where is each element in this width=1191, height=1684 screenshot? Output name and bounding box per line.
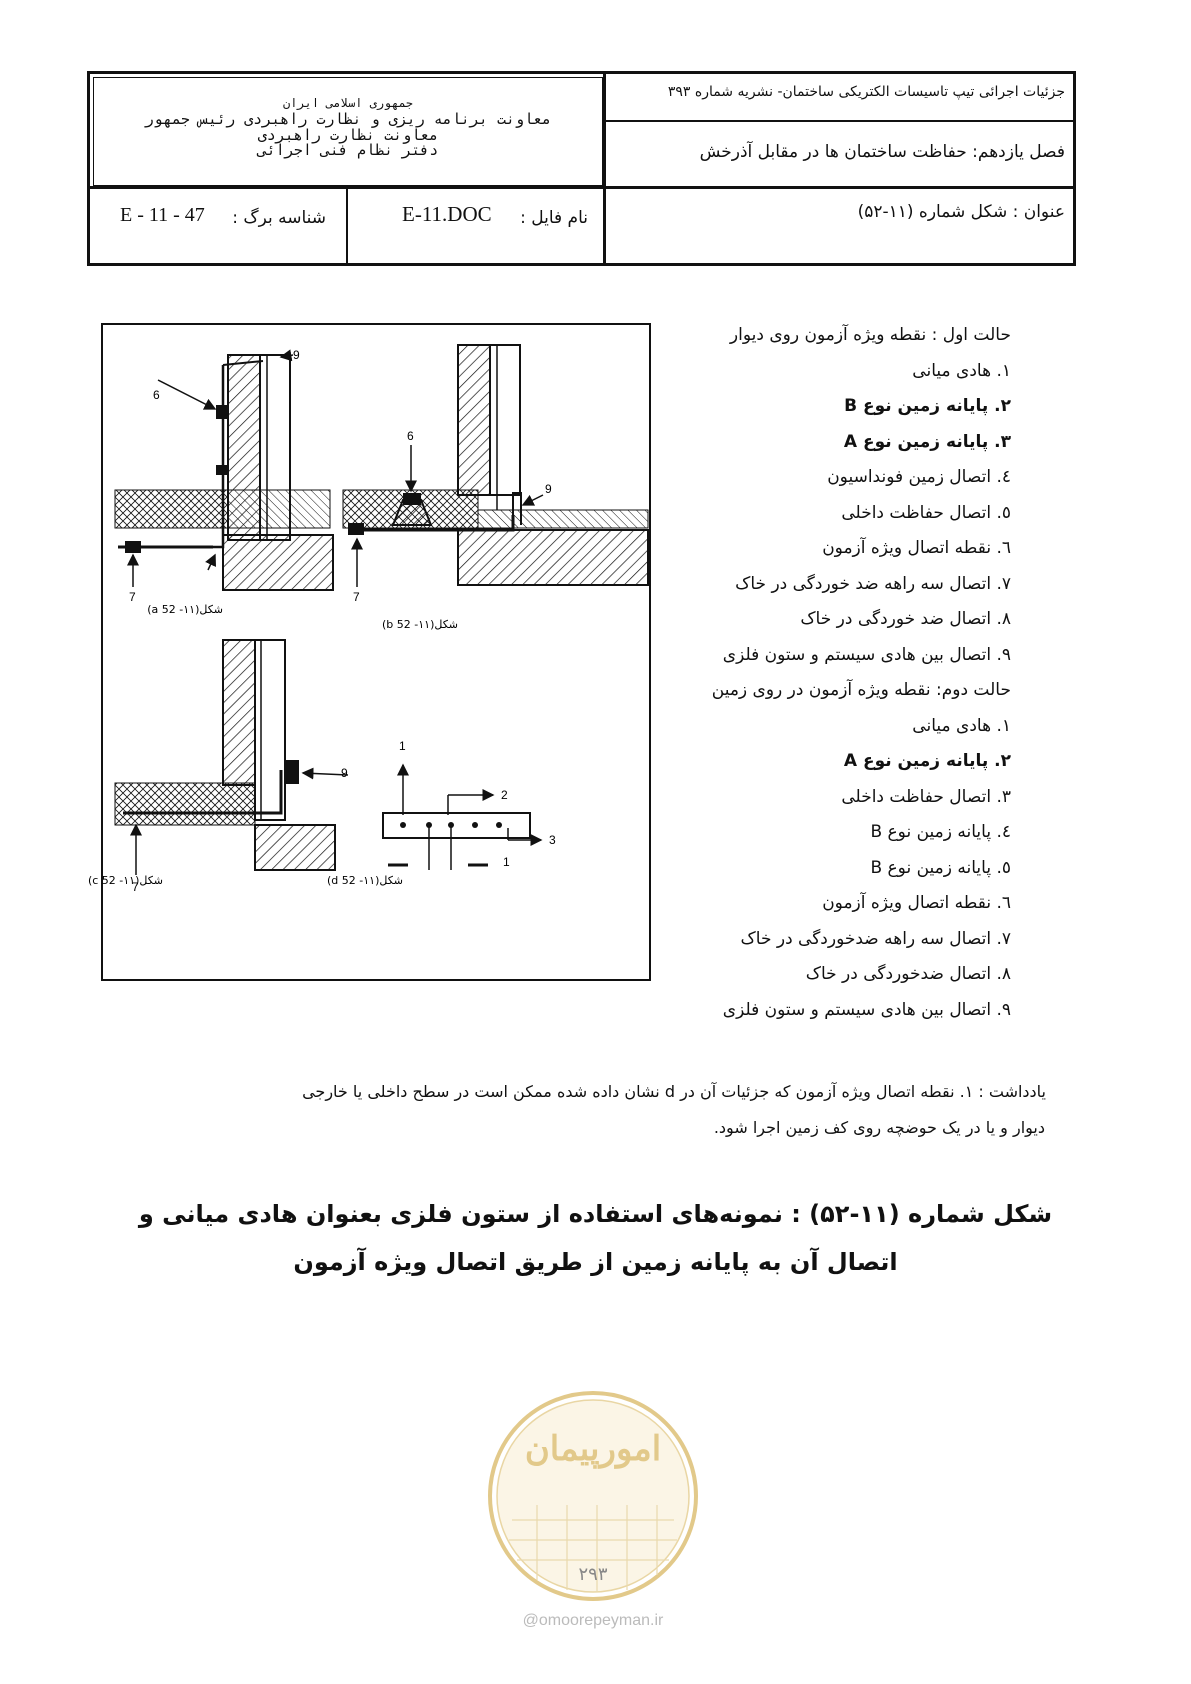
figure-title: عنوان : شکل شماره (۱۱-۵۲) [857,202,1065,222]
callout-9c: 9 [341,766,348,780]
legend-list [571,318,1011,1028]
sheet-id-value: E - 11 - 47 [120,204,205,226]
case1-item-1: ۱. هادی میانی [912,360,1011,381]
caption-52a: شکل(۱۱- a 52) [147,603,223,616]
case1-item-5: ٥. اتصال حفاظت داخلی [841,502,1011,523]
page-number: ۲۹۳ [578,1564,608,1585]
panel-d [383,765,541,870]
technical-figure [87,323,651,981]
callout-6b: 6 [407,429,414,443]
org-line-1: جمهوری اسلامی ایران [282,96,414,110]
callout-7b: 7 [353,590,360,604]
callout-2: 2 [501,788,508,802]
sheet-id-label: شناسه برگ : [232,208,326,228]
file-name-label: نام فایل : [520,208,588,228]
note-line-2: دیوار و یا در یک حوضچه روی کف زمین اجرا شود. [713,1118,1045,1137]
watermark [487,1390,699,1640]
case1-item-2: ۲. پایانه زمین نوع B [844,396,1011,416]
figure-caption-line-2: اتصال آن به پایانه زمین از طریق اتصال ویژه آزمون [293,1248,898,1276]
seal-text: امورپیمان [524,1429,662,1469]
case2-item-3: ۳. اتصال حفاظت داخلی [841,786,1011,807]
case2-item-6: ٦. نقطه اتصال ویژه آزمون [822,893,1011,913]
caption-52d: شکل(۱۱- d 52) [327,874,403,887]
case2-item-8: ۸. اتصال ضدخوردگی در خاک [805,964,1011,984]
case1-item-9: ۹. اتصال بین هادی سیستم و ستون فلزی [722,644,1011,665]
case1-item-6: ٦. نقطه اتصال ویژه آزمون [822,538,1011,558]
panel-a [115,355,333,590]
file-name-value: E-11.DOC [402,202,492,226]
note-line-1: یادداشت : ۱. نقطه اتصال ویژه آزمون که جزئیات آن در d نشان داده شده ممکن است در سطح داخلی یا خارجی [302,1082,1046,1101]
case1-title: حالت اول : نقطه ویژه آزمون روی دیوار [729,325,1011,345]
chapter-title: فصل یازدهم: حفاظت ساختمان ها در مقابل آذرخش [699,142,1065,162]
case2-title: حالت دوم: نقطه ویژه آزمون در روی زمین [711,680,1011,700]
site-link[interactable]: @omoorepeyman.ir [522,1612,664,1629]
org-line-2: معاونت برنامه ریزی و نظارت راهبردی رئیس جمهور [144,110,552,128]
case2-item-9: ۹. اتصال بین هادی سیستم و ستون فلزی [722,999,1011,1020]
case1-item-8: ۸. اتصال ضد خوردگی در خاک [800,609,1011,629]
org-line-4: دفتر نظام فنی اجرائی [257,141,439,159]
publication-title: جزئیات اجرائی تیپ تاسیسات الکتریکی ساختمان- نشریه شماره ۳۹۳ [667,84,1065,100]
caption-52c: شکل(۱۱- c 52) [87,874,163,887]
case2-item-2: ۲. پایانه زمین نوع A [843,751,1011,771]
callout-3: 3 [549,833,556,847]
org-line-3: معاونت نظارت راهبردی [257,126,439,144]
row-divider [90,186,1073,189]
callout-7a: 7 [129,590,136,604]
case2-item-5: ٥. پایانه زمین نوع B [870,857,1011,878]
callout-6a: 6 [153,388,160,402]
figure-caption-line-1: شکل شماره (۱۱-۵۲) : نمونه‌های استفاده از ستون فلزی بعنوان هادی میانی و [138,1200,1053,1228]
caption-52b: شکل(۱۱- b 52) [382,618,458,631]
case2-item-1: ۱. هادی میانی [912,715,1011,736]
right-row-divider [606,120,1073,122]
case1-item-7: ۷. اتصال سه راهه ضد خوردگی در خاک [735,573,1011,594]
case1-item-4: ٤. اتصال زمین فونداسیون [827,467,1011,487]
case2-item-7: ۷. اتصال سه راهه ضدخوردگی در خاک [740,928,1011,949]
case1-item-3: ۳. پایانه زمین نوع A [843,431,1011,452]
panel-c [115,640,348,875]
figure-drawing [87,325,649,979]
callout-9a: 9 [293,348,300,362]
callout-9b: 9 [545,482,552,496]
header-table [87,71,1076,266]
bottom-cell-divider [346,186,348,263]
case2-item-4: ٤. پایانه زمین نوع B [870,822,1011,842]
callout-1-top: 1 [399,739,406,753]
callout-1-bottom: 1 [503,855,510,869]
seal-logo [487,1390,699,1640]
callout-7c: 7 [132,880,139,894]
